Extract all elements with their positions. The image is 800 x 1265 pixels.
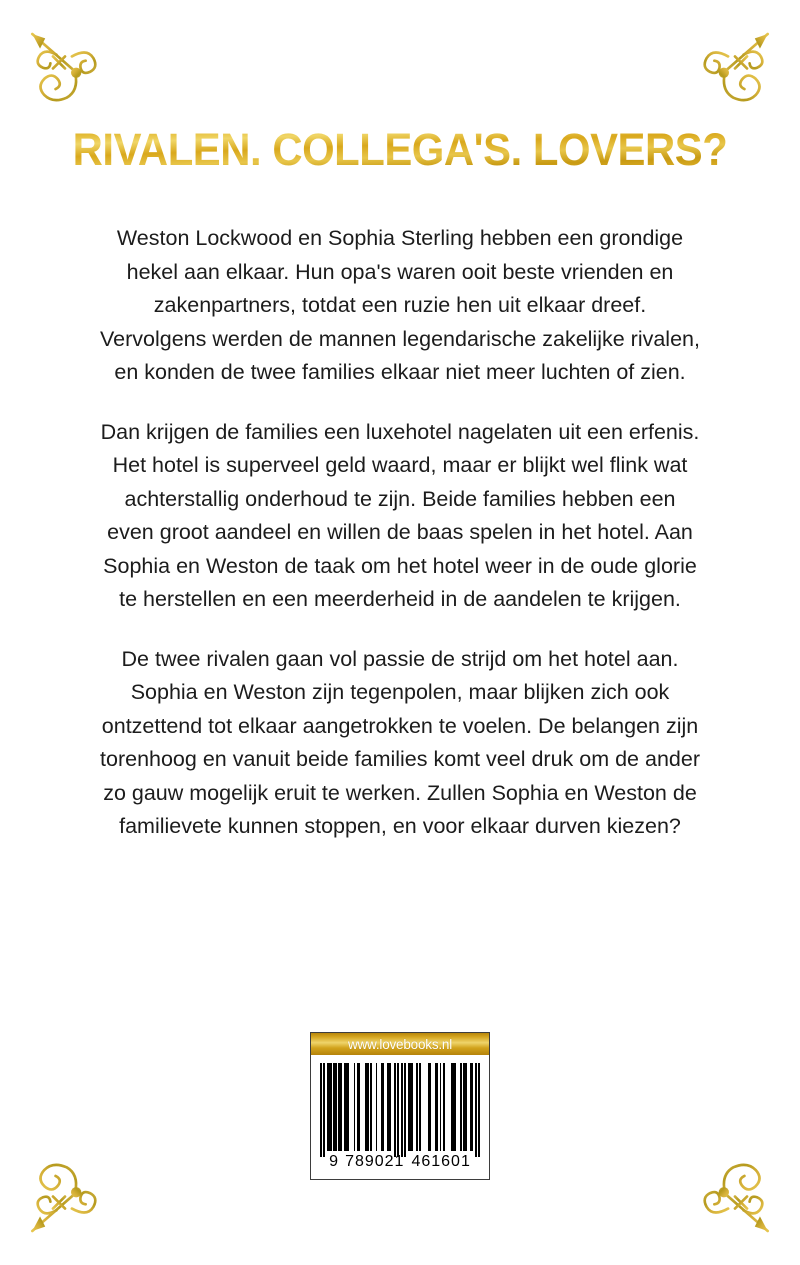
barcode-body <box>311 1055 489 1179</box>
publisher-website-banner <box>311 1033 489 1055</box>
flourish-ornament-icon <box>692 22 778 108</box>
blurb-paragraph: Dan krijgen de families een luxehotel nagelaten uit een erfenis. Het hotel is superveel geld waard, maar er blijkt wel flink wat achterstallig onderhoud te zijn. Beide families hebben een even groot aandeel en willen de baas spelen in het hotel. Aan Sophia en Weston de taak om het hotel weer in de oude glorie te herstellen en een meerderheid in de aandelen te krijgen. <box>100 419 700 611</box>
barcode-lead-digit: 9 <box>329 1153 340 1170</box>
flourish-ornament-top-right <box>692 22 778 108</box>
barcode-bars <box>320 1063 480 1151</box>
isbn-barcode-block <box>310 1032 490 1180</box>
flourish-ornament-icon <box>22 1157 108 1243</box>
flourish-ornament-bottom-left <box>22 1157 108 1243</box>
blurb-paragraph: De twee rivalen gaan vol passie de strijd om het hotel aan. Sophia en Weston zijn tegenpolen, maar blijken zich ook ontzettend tot elkaar aangetrokken te voelen. De belangen zijn torenhoog en vanuit beide families komt veel druk om de ander zo gauw mogelijk eruit te werken. Zullen Sophia en Weston de familievete kunnen stoppen, en voor elkaar durven kiezen? <box>100 646 700 838</box>
flourish-ornament-icon <box>692 1157 778 1243</box>
barcode-group-right: 461601 <box>411 1153 471 1170</box>
publisher-website-text: www.lovebooks.nl <box>347 1036 453 1052</box>
barcode-digits <box>320 1151 480 1176</box>
cover-headline: RIVALEN. COLLEGA'S. LOVERS? <box>28 126 772 175</box>
flourish-ornament-icon <box>22 22 108 108</box>
blurb-paragraph: Weston Lockwood en Sophia Sterling hebben een grondige hekel aan elkaar. Hun opa's waren ooit beste vrienden en zakenpartners, totdat een ruzie hen uit elkaar dreef. Vervolgens werden de mannen legendarische zakelijke rivalen, en konden de twee families elkaar niet meer luchten of zien. <box>100 226 700 384</box>
barcode-group-left: 789021 <box>345 1153 405 1170</box>
flourish-ornament-top-left <box>22 22 108 108</box>
blurb-text <box>100 222 700 844</box>
flourish-ornament-bottom-right <box>692 1157 778 1243</box>
